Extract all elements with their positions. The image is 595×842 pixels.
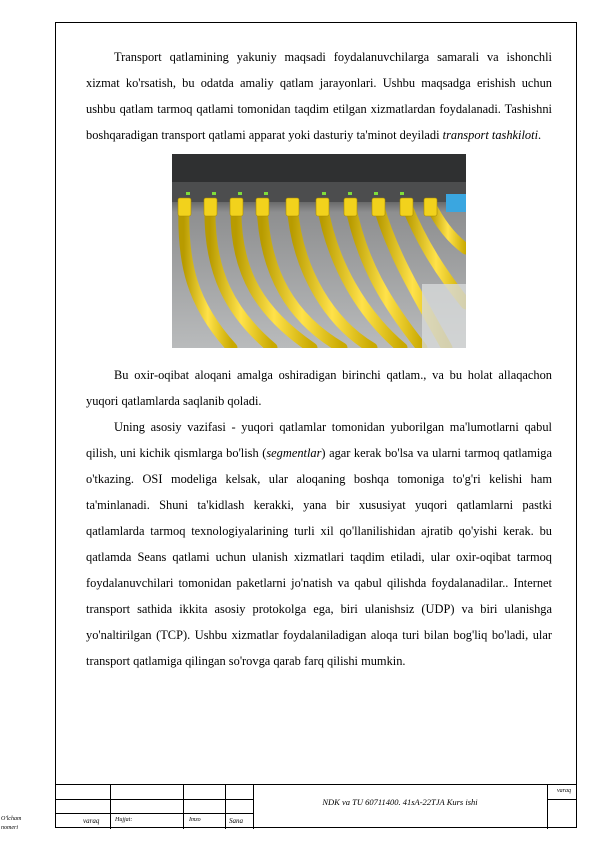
paragraph-3-text-b: ) agar kerak bo'lsa va ularni tarmoq qatlamiga o'tkazing. OSI modeliga kelsak, ular aloqaning boshqa tomoniga to'g'ri kelishi ham ta'minlanadi. Shuni ta'kidlash kerakki, yana bir xususiyat yuqori qatlamlarni pastki qatlamlarda tarmoq texnologiyalarining turli xil qo'llanilishidan ajratib qo'yishi kerak. bu qatlamda Seans qatlami uchun ulanish xizmatlari taqdim etiladi, ular oxir-oqibat tarmoq foydalanuvchilari tomonidan paketlarni jo'natish va qabul qilishda foydalanadilar.. Internet transport sathida ikkita asosiy protokolga ega, biri ulanishsiz (UDP) va biri ulanishga yo'naltirilgan (TCP). Ushbu xizmatlar foydalaniladigan aloqa turi bilan bog'liq bo'ladi, ular transport qatlamiga qilingan so'rovga qarab farq qilishi mumkin. bbox=[86, 446, 552, 668]
paragraph-3 bbox=[86, 414, 552, 674]
document-body bbox=[86, 44, 552, 674]
tb-divider bbox=[225, 785, 226, 829]
tb-label-hujjat: Hujjat: bbox=[115, 817, 133, 823]
tb-label-sana: Sana bbox=[229, 817, 243, 825]
tb-divider bbox=[110, 785, 111, 829]
tb-label-varaq: varaq bbox=[83, 817, 100, 825]
network-cables-photo bbox=[172, 154, 466, 348]
tb-label-nomeri: nomeri bbox=[1, 825, 18, 831]
paragraph-1 bbox=[86, 44, 552, 148]
title-block bbox=[1, 784, 577, 831]
photo-illustration bbox=[172, 154, 466, 348]
tb-divider bbox=[547, 785, 548, 829]
paragraph-2: Bu oxir-oqibat aloqani amalga oshiradigan birinchi qatlam., va bu holat allaqachon yuqori qatlamlarda saqlanib qoladi. bbox=[86, 368, 552, 408]
paragraph-1-text: Transport qatlamining yakuniy maqsadi foydalanuvchilarga samarali va ishonchli xizmat ko'rsatish, bu odatda amaliy qatlam jarayonlari. Ushbu maqsadga erishish uchun ushbu qatlam tarmoq qatlami tomonidan taqdim etilgan xizmatlardan foydalanadi. Tashishni boshqaradigan transport qatlami apparat yoki dasturiy ta'minot deyiladi bbox=[86, 50, 552, 142]
tb-row-line bbox=[55, 813, 253, 814]
tb-varaq-right: varaq bbox=[557, 788, 571, 794]
tb-row-line bbox=[547, 799, 577, 800]
tb-label-olcham: O'lcham bbox=[1, 816, 22, 822]
paragraph-3-text-a: Uning asosiy vazifasi - yuqori qatlamlar tomonidan yuborilgan ma'lumotlarni qabul qilish, uni kichik qismlarga bo'lish ( bbox=[86, 420, 552, 460]
document-code: NDK va TU 60711400. 41sA-22TJA Kurs ishi bbox=[322, 797, 478, 807]
tb-divider bbox=[253, 785, 254, 829]
tb-label-imzo: Imzo bbox=[189, 817, 201, 823]
paragraph-1-emphasis: transport tashkiloti bbox=[442, 128, 539, 142]
paragraph-1-end: . bbox=[538, 128, 542, 142]
tb-row-line bbox=[55, 799, 253, 800]
tb-divider bbox=[183, 785, 184, 829]
paragraph-3-emphasis: segmentlar bbox=[266, 446, 322, 460]
